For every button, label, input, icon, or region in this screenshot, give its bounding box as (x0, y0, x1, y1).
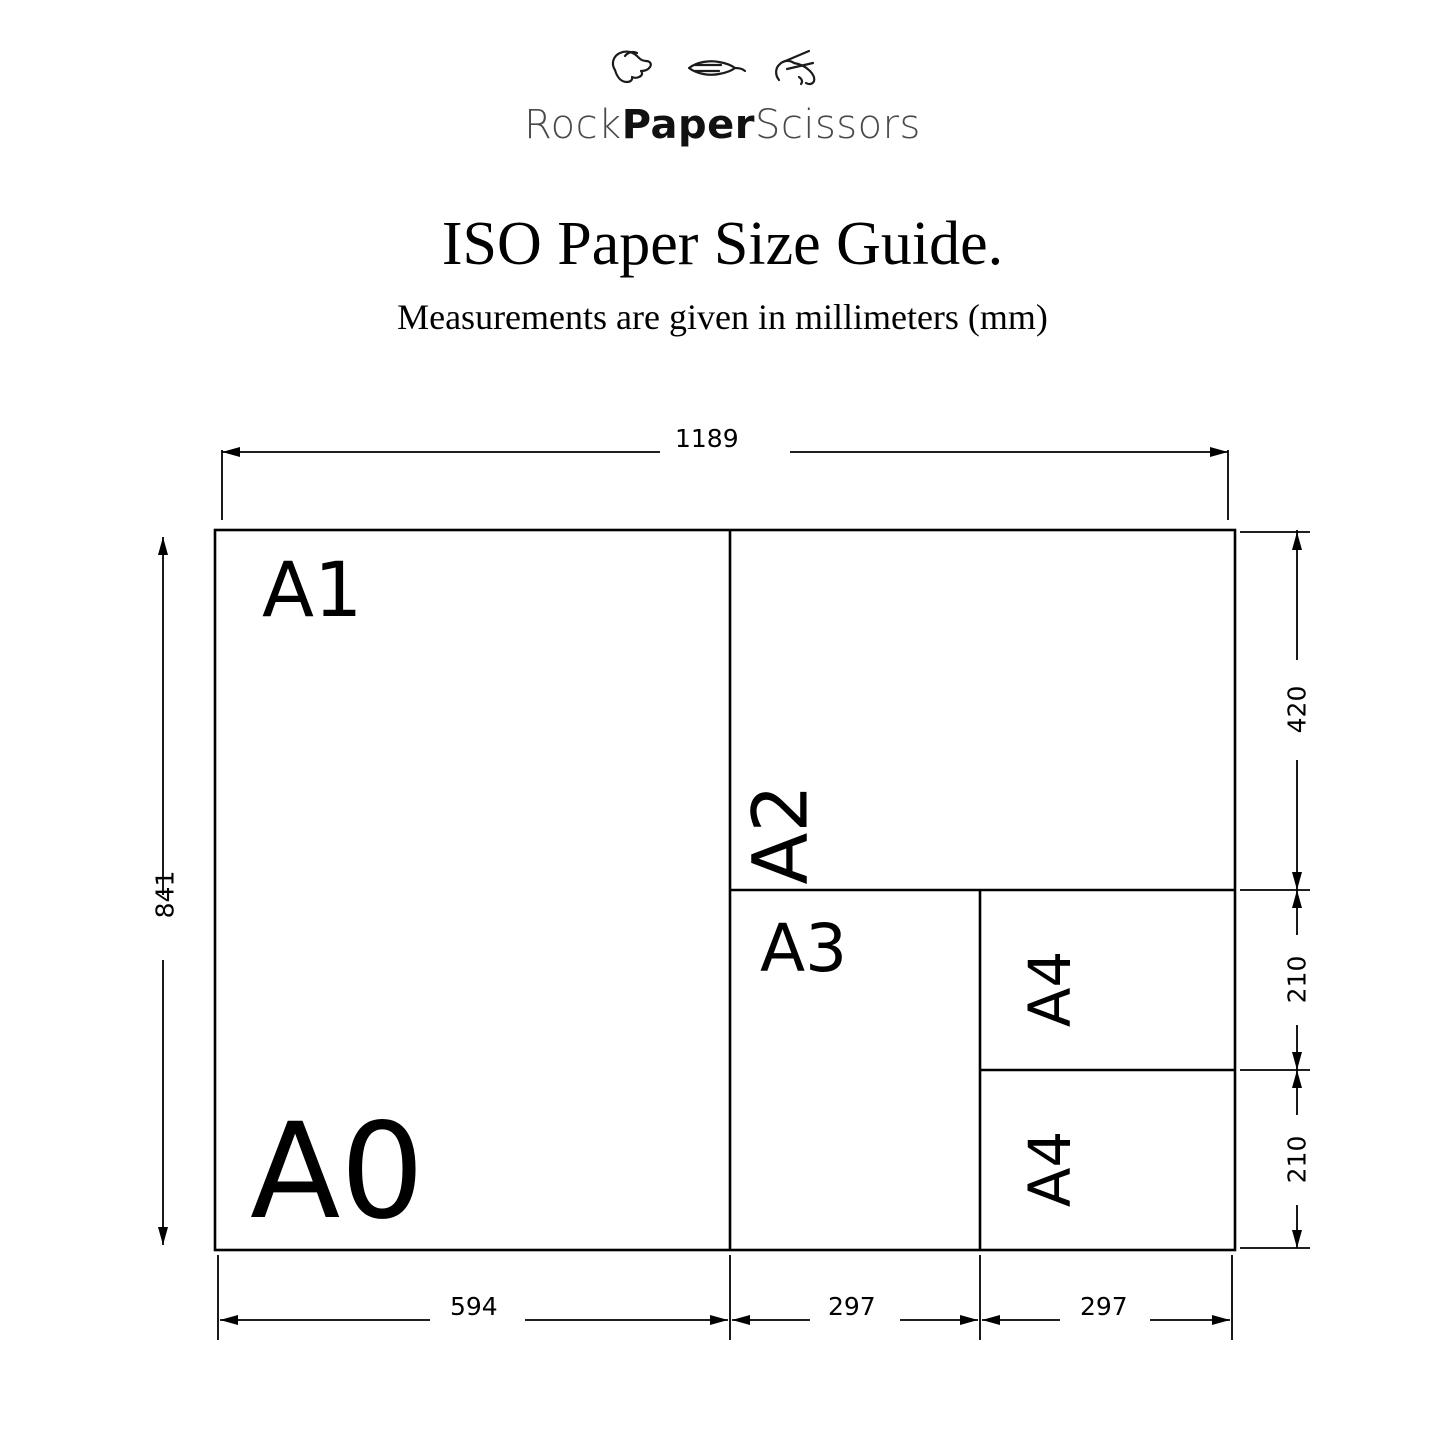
page-subtitle: Measurements are given in millimeters (mm) (397, 297, 1048, 337)
paper-label-a1: A1 (262, 545, 363, 634)
brand-name-rock: Rock (524, 102, 622, 148)
dimension-left-841: 841 (150, 870, 180, 919)
brand-name-paper: Paper (621, 102, 755, 148)
brand-name-scissors: Scissors (754, 102, 921, 148)
paper-label-a4-top: A4 (1016, 950, 1084, 1028)
dimension-bottom-297-left: 297 (828, 1292, 876, 1321)
paper-label-a3: A3 (760, 910, 848, 987)
dimension-bottom-297-right: 297 (1080, 1292, 1128, 1321)
paper-label-a2: A2 (735, 784, 825, 885)
dimension-bottom-594: 594 (450, 1292, 498, 1321)
paper-label-a0: A0 (250, 1095, 425, 1249)
dimension-right-420: 420 (1282, 685, 1312, 734)
dimension-right-210-upper: 210 (1282, 955, 1312, 1004)
page-title: ISO Paper Size Guide. (441, 210, 1004, 278)
paper-label-a4-bottom: A4 (1016, 1130, 1084, 1208)
dimension-top-1189: 1189 (675, 424, 739, 453)
dimension-right-210-lower: 210 (1282, 1135, 1312, 1184)
